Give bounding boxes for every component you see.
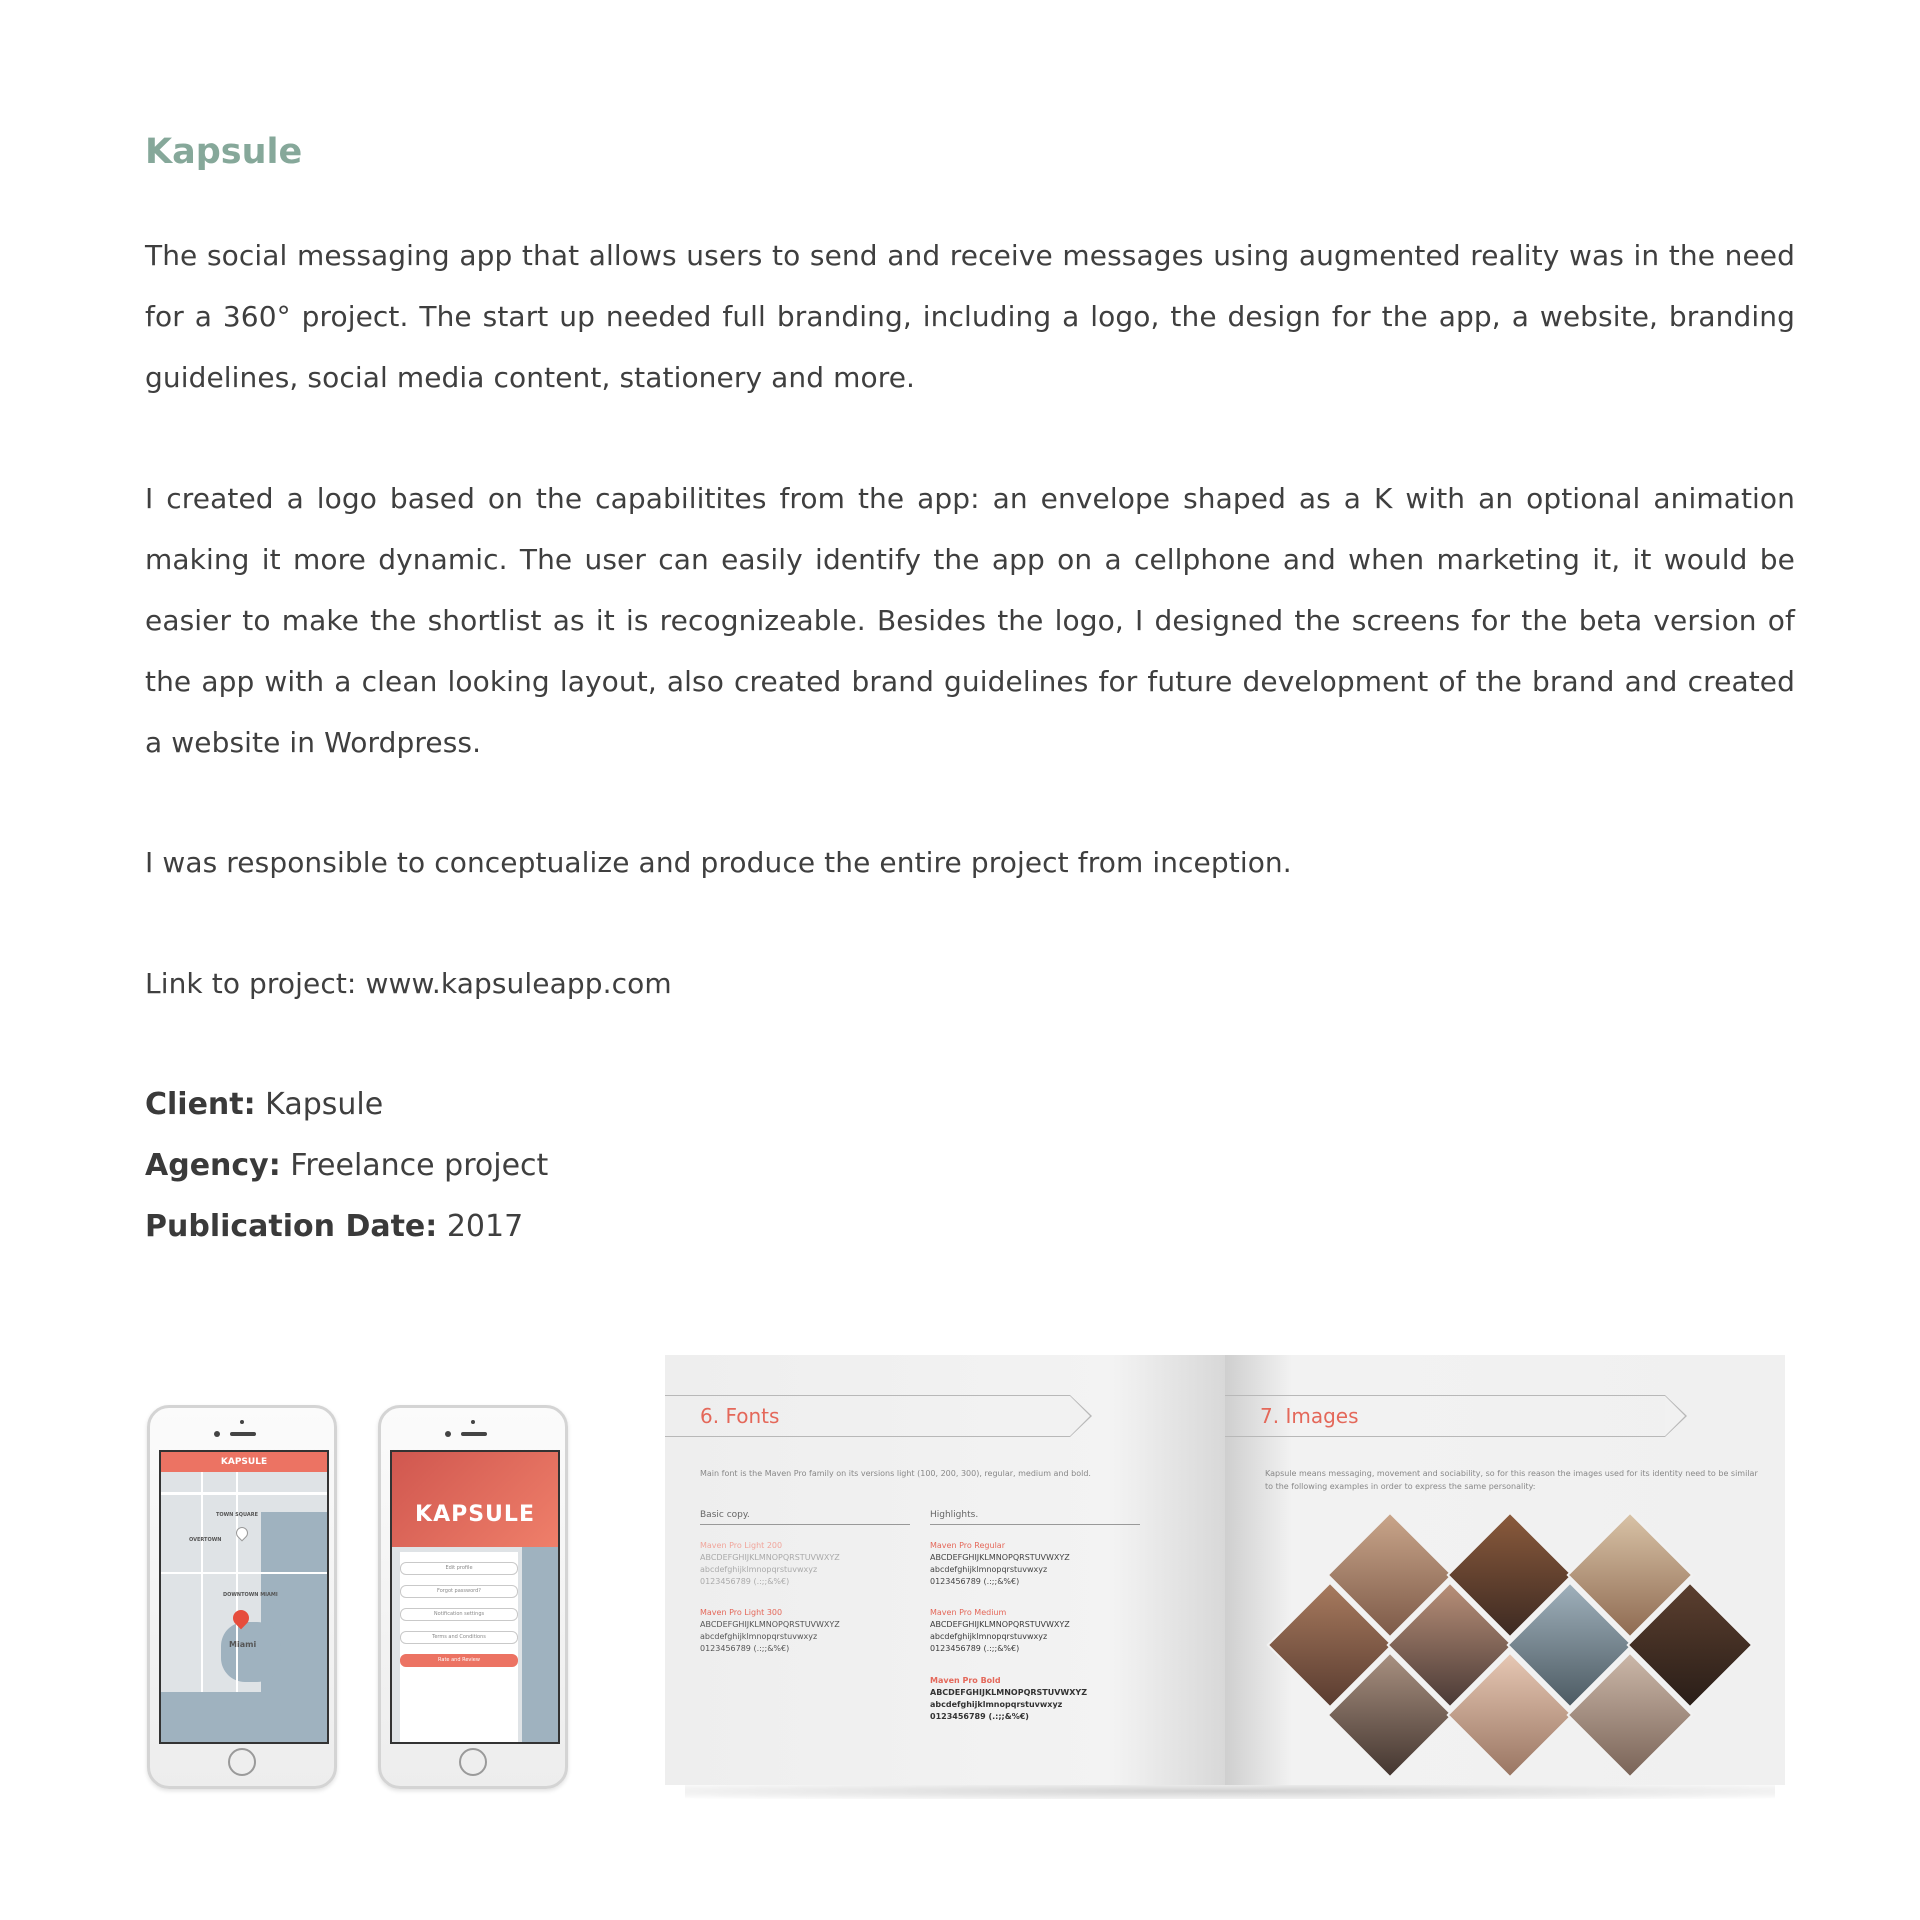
menu-item-notifications[interactable]: Notification settings [400,1608,518,1621]
client-value: Kapsule [265,1087,384,1122]
section-tab-fonts [665,1395,1070,1437]
app-hero [392,1452,558,1547]
phone-speaker [461,1432,487,1436]
section-tab-images [1225,1395,1665,1437]
app-header: KAPSULE [161,1452,327,1472]
menu-item-edit-profile[interactable]: Edit profile [400,1562,518,1575]
brochure-page-images [1225,1355,1785,1785]
project-meta [145,1074,548,1257]
map-water [522,1547,558,1742]
brochure-page-fonts [665,1355,1225,1785]
images-intro: Kapsule means messaging, movement and sociability, so for this reason the images used for its identity need to be similar to the following examples in order to express the same personality: [1265,1469,1758,1491]
font-sample: Maven Pro Regular ABCDEFGHIJKLMNOPQRSTUVWXYZ abcdefghijklmnopqrstuvwxyz 0123456789 (.:;;&%€) [930,1541,1070,1586]
kapsule-logo: KAPSULE [415,1502,535,1527]
phone-screen-map [159,1450,329,1744]
map-road [201,1472,203,1692]
map-label: OVERTOWN [189,1537,222,1543]
menu-item-rate-review[interactable]: Rate and Review [400,1654,518,1667]
tab-arrow-inner [1665,1396,1685,1436]
paragraph-link: Link to project: www.kapsuleapp.com [145,967,672,1000]
map-label: TOWN SQUARE [216,1512,258,1518]
highlights-heading: Highlights. [930,1510,1140,1525]
agency-label: Agency: [145,1148,281,1183]
phone-menu-mockup [378,1405,568,1789]
date-value: 2017 [446,1209,524,1244]
font-sample: Maven Pro Medium ABCDEFGHIJKLMNOPQRSTUVWXYZ abcdefghijklmnopqrstuvwxyz 0123456789 (.:;;&%€) [930,1608,1070,1653]
home-button-icon [228,1748,256,1776]
section-title-images: 7. Images [1260,1404,1359,1428]
phone-map-mockup [147,1405,337,1789]
brand-guidelines-brochure [665,1355,1795,1795]
agency-value: Freelance project [290,1148,549,1183]
paragraph-responsibility: I was responsible to conceptualize and produce the entire project from inception. [145,846,1292,879]
phone-speaker [230,1432,256,1436]
basic-copy-heading: Basic copy. [700,1510,910,1525]
paragraph-intro: The social messaging app that allows users to send and receive messages using augmented reality was in the need for a 360° project. The start up needed full branding, including a logo, the design for the app, a website, branding guidelines, social media content, stationery and more. [145,239,1795,394]
map-road [161,1492,327,1495]
page-title: Kapsule [145,132,303,172]
map-water [221,1622,281,1682]
menu-item-forgot-password[interactable]: Forgot password? [400,1585,518,1598]
date-label: Publication Date: [145,1209,438,1244]
map-road [161,1572,327,1574]
map-road [236,1472,238,1692]
home-button-icon [459,1748,487,1776]
brochure-shadow [685,1783,1775,1799]
date-row [145,1196,548,1257]
phone-sensor [240,1420,244,1424]
phone-sensor [471,1420,475,1424]
font-sample: Maven Pro Light 300 ABCDEFGHIJKLMNOPQRSTUVWXYZ abcdefghijklmnopqrstuvwxyz 0123456789 (.:;;&%€) [700,1608,840,1653]
section-title-fonts: 6. Fonts [700,1404,780,1428]
paragraph-logo: I created a logo based on the capabilitites from the app: an envelope shaped as a K with an optional animation making it more dynamic. The user can easily identify the app on a cellphone and when marketing it, it would be easier to make the shortlist as it is recognizeable. Besides the logo, I designed the screens for the beta version of the app with a clean looking layout, also created brand guidelines for future development of the brand and created a website in Wordpress. [145,482,1795,759]
map-label: DOWNTOWN MIAMI [223,1592,278,1598]
phone-screen-menu [390,1450,560,1744]
agency-row [145,1135,548,1196]
app-menu [400,1552,518,1742]
menu-item-terms[interactable]: Terms and Conditions [400,1631,518,1644]
fonts-intro: Main font is the Maven Pro family on its versions light (100, 200, 300), regular, medium and bold. [700,1469,1091,1478]
phone-camera [445,1431,451,1437]
client-row [145,1074,548,1135]
map-label: Miami [229,1640,257,1649]
map-water [161,1692,261,1742]
tab-arrow-inner [1070,1396,1090,1436]
font-sample: Maven Pro Light 200 ABCDEFGHIJKLMNOPQRSTUVWXYZ abcdefghijklmnopqrstuvwxyz 0123456789 (.:;;&%€) [700,1541,840,1586]
phone-camera [214,1431,220,1437]
font-sample: Maven Pro Bold ABCDEFGHIJKLMNOPQRSTUVWXYZ abcdefghijklmnopqrstuvwxyz 0123456789 (.:;;&%€) [930,1676,1088,1721]
client-label: Client: [145,1087,256,1122]
